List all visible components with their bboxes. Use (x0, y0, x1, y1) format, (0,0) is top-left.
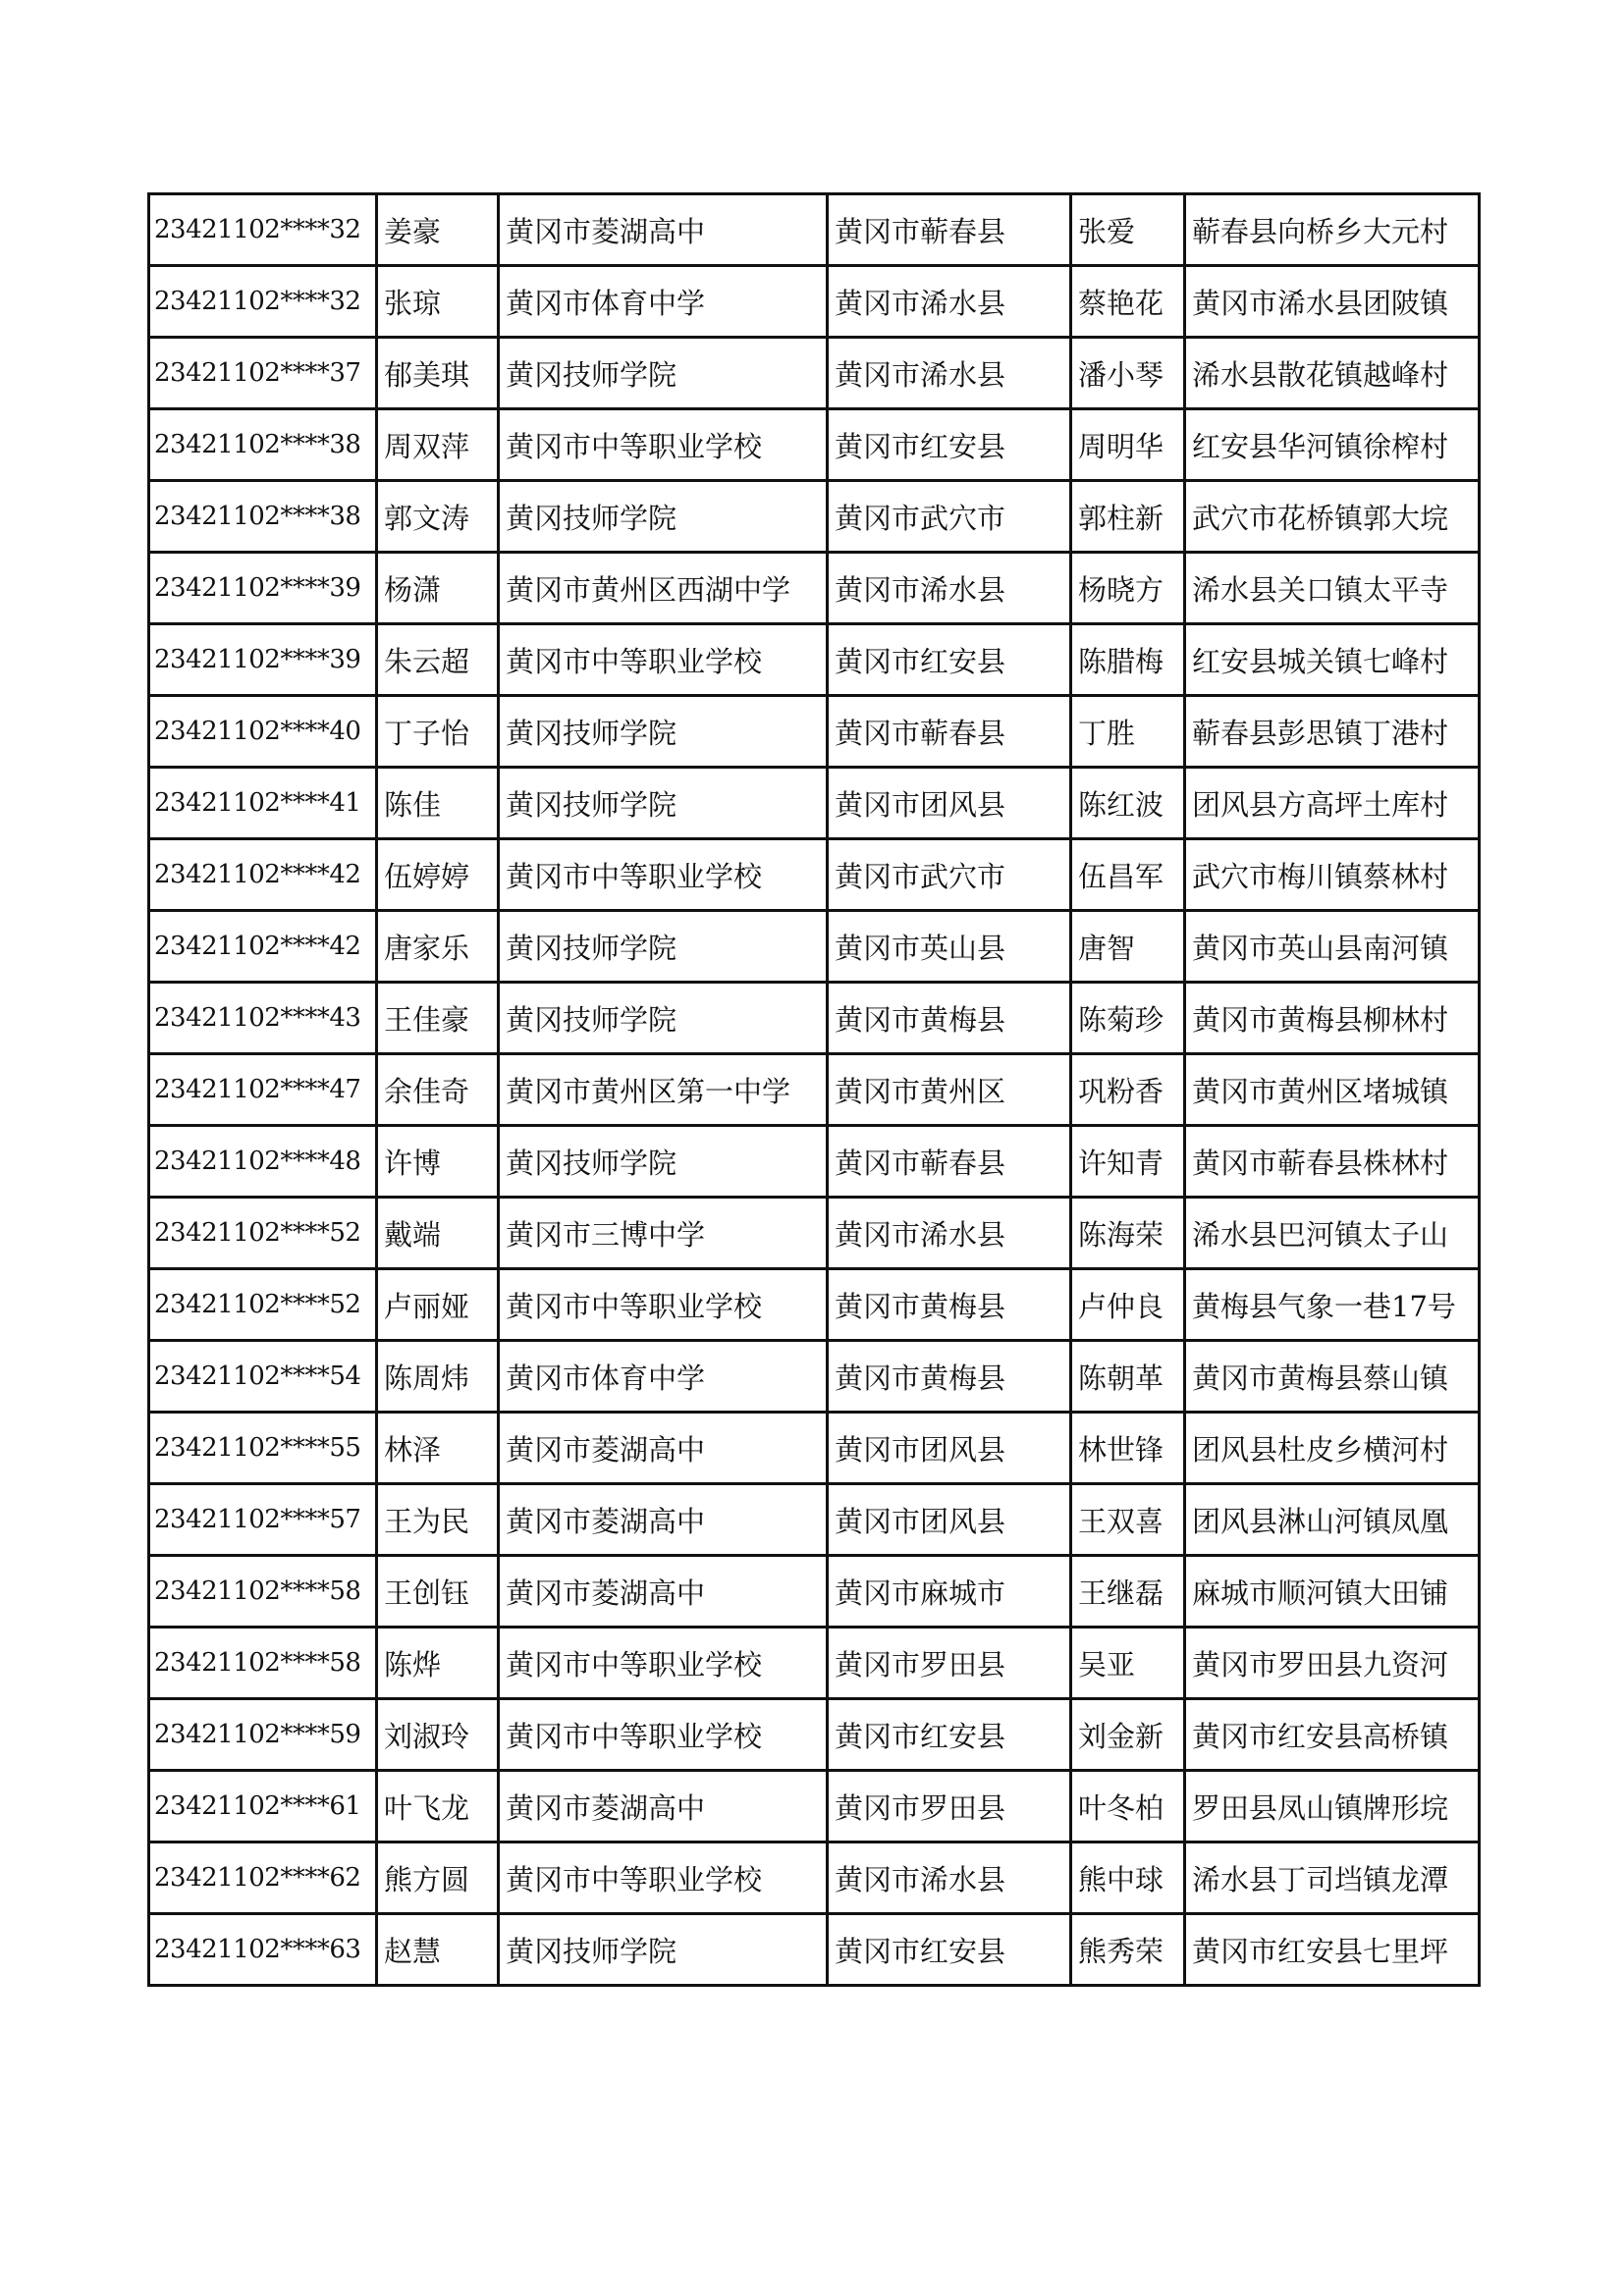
guardian-name-cell: 陈红波 (1071, 768, 1185, 839)
school-cell: 黄冈市黄州区西湖中学 (499, 553, 828, 624)
school-cell: 黄冈技师学院 (499, 983, 828, 1054)
address-cell: 黄冈市蕲春县株林村 (1185, 1126, 1480, 1198)
id-cell: 23421102****61 (149, 1771, 377, 1842)
table-row (149, 983, 1480, 1054)
id-cell: 23421102****47 (149, 1054, 377, 1126)
guardian-name-cell: 潘小琴 (1071, 338, 1185, 409)
table-row (149, 1054, 1480, 1126)
school-cell: 黄冈市菱湖高中 (499, 194, 828, 266)
region-cell: 黄冈市黄梅县 (828, 983, 1071, 1054)
id-cell: 23421102****52 (149, 1269, 377, 1341)
address-cell: 浠水县丁司垱镇龙潭 (1185, 1842, 1480, 1914)
student-name-cell: 姜豪 (377, 194, 499, 266)
student-name-cell: 伍婷婷 (377, 839, 499, 911)
student-name-cell: 周双萍 (377, 409, 499, 481)
address-cell: 团风县杜皮乡横河村 (1185, 1413, 1480, 1484)
guardian-name-cell: 唐智 (1071, 911, 1185, 983)
school-cell: 黄冈市菱湖高中 (499, 1413, 828, 1484)
table-row (149, 624, 1480, 696)
guardian-name-cell: 郭柱新 (1071, 481, 1185, 553)
school-cell: 黄冈技师学院 (499, 338, 828, 409)
table-row (149, 911, 1480, 983)
student-name-cell: 杨潇 (377, 553, 499, 624)
student-name-cell: 赵慧 (377, 1914, 499, 1986)
id-cell: 23421102****54 (149, 1341, 377, 1413)
school-cell: 黄冈市中等职业学校 (499, 1269, 828, 1341)
address-cell: 黄冈市罗田县九资河 (1185, 1628, 1480, 1699)
address-cell: 黄梅县气象一巷17号 (1185, 1269, 1480, 1341)
region-cell: 黄冈市蕲春县 (828, 696, 1071, 768)
id-cell: 23421102****37 (149, 338, 377, 409)
table-row (149, 1126, 1480, 1198)
region-cell: 黄冈市浠水县 (828, 553, 1071, 624)
table-row (149, 409, 1480, 481)
address-cell: 黄冈市黄梅县柳林村 (1185, 983, 1480, 1054)
id-cell: 23421102****38 (149, 409, 377, 481)
table-body (149, 194, 1480, 1986)
id-cell: 23421102****42 (149, 911, 377, 983)
table-row (149, 1914, 1480, 1986)
table-row (149, 1341, 1480, 1413)
address-cell: 浠水县巴河镇太子山 (1185, 1198, 1480, 1269)
table-row (149, 839, 1480, 911)
school-cell: 黄冈市中等职业学校 (499, 1842, 828, 1914)
school-cell: 黄冈市中等职业学校 (499, 1628, 828, 1699)
address-cell: 黄冈市英山县南河镇 (1185, 911, 1480, 983)
school-cell: 黄冈市中等职业学校 (499, 1699, 828, 1771)
id-cell: 23421102****58 (149, 1628, 377, 1699)
address-cell: 武穴市梅川镇蔡林村 (1185, 839, 1480, 911)
guardian-name-cell: 巩粉香 (1071, 1054, 1185, 1126)
region-cell: 黄冈市黄梅县 (828, 1269, 1071, 1341)
address-cell: 蕲春县彭思镇丁港村 (1185, 696, 1480, 768)
student-table (147, 192, 1481, 1987)
id-cell: 23421102****52 (149, 1198, 377, 1269)
id-cell: 23421102****39 (149, 553, 377, 624)
address-cell: 罗田县凤山镇牌形垸 (1185, 1771, 1480, 1842)
id-cell: 23421102****58 (149, 1556, 377, 1628)
region-cell: 黄冈市浠水县 (828, 338, 1071, 409)
region-cell: 黄冈市浠水县 (828, 1842, 1071, 1914)
address-cell: 红安县城关镇七峰村 (1185, 624, 1480, 696)
table-row (149, 1269, 1480, 1341)
table-row (149, 1484, 1480, 1556)
school-cell: 黄冈市菱湖高中 (499, 1556, 828, 1628)
table-row (149, 696, 1480, 768)
address-cell: 武穴市花桥镇郭大垸 (1185, 481, 1480, 553)
student-name-cell: 许博 (377, 1126, 499, 1198)
school-cell: 黄冈市中等职业学校 (499, 624, 828, 696)
student-name-cell: 王为民 (377, 1484, 499, 1556)
guardian-name-cell: 刘金新 (1071, 1699, 1185, 1771)
id-cell: 23421102****41 (149, 768, 377, 839)
school-cell: 黄冈技师学院 (499, 481, 828, 553)
id-cell: 23421102****55 (149, 1413, 377, 1484)
id-cell: 23421102****39 (149, 624, 377, 696)
school-cell: 黄冈技师学院 (499, 696, 828, 768)
table-row (149, 481, 1480, 553)
id-cell: 23421102****43 (149, 983, 377, 1054)
address-cell: 红安县华河镇徐榨村 (1185, 409, 1480, 481)
address-cell: 黄冈市红安县高桥镇 (1185, 1699, 1480, 1771)
region-cell: 黄冈市浠水县 (828, 266, 1071, 338)
id-cell: 23421102****32 (149, 266, 377, 338)
guardian-name-cell: 陈腊梅 (1071, 624, 1185, 696)
school-cell: 黄冈技师学院 (499, 1126, 828, 1198)
id-cell: 23421102****59 (149, 1699, 377, 1771)
region-cell: 黄冈市红安县 (828, 624, 1071, 696)
address-cell: 黄冈市红安县七里坪 (1185, 1914, 1480, 1986)
region-cell: 黄冈市蕲春县 (828, 1126, 1071, 1198)
school-cell: 黄冈市菱湖高中 (499, 1771, 828, 1842)
table-row (149, 266, 1480, 338)
region-cell: 黄冈市团风县 (828, 1413, 1071, 1484)
region-cell: 黄冈市红安县 (828, 1699, 1071, 1771)
guardian-name-cell: 林世锋 (1071, 1413, 1185, 1484)
guardian-name-cell: 蔡艳花 (1071, 266, 1185, 338)
id-cell: 23421102****38 (149, 481, 377, 553)
guardian-name-cell: 杨晓方 (1071, 553, 1185, 624)
student-name-cell: 丁子怡 (377, 696, 499, 768)
guardian-name-cell: 陈菊珍 (1071, 983, 1185, 1054)
id-cell: 23421102****40 (149, 696, 377, 768)
table-row (149, 1699, 1480, 1771)
guardian-name-cell: 丁胜 (1071, 696, 1185, 768)
table-row (149, 1413, 1480, 1484)
guardian-name-cell: 张爱 (1071, 194, 1185, 266)
id-cell: 23421102****42 (149, 839, 377, 911)
student-name-cell: 戴端 (377, 1198, 499, 1269)
student-name-cell: 王佳豪 (377, 983, 499, 1054)
school-cell: 黄冈市中等职业学校 (499, 409, 828, 481)
region-cell: 黄冈市罗田县 (828, 1771, 1071, 1842)
student-name-cell: 朱云超 (377, 624, 499, 696)
region-cell: 黄冈市团风县 (828, 1484, 1071, 1556)
address-cell: 团风县方高坪土库村 (1185, 768, 1480, 839)
school-cell: 黄冈市体育中学 (499, 1341, 828, 1413)
student-name-cell: 陈佳 (377, 768, 499, 839)
region-cell: 黄冈市红安县 (828, 1914, 1071, 1986)
id-cell: 23421102****63 (149, 1914, 377, 1986)
guardian-name-cell: 熊中球 (1071, 1842, 1185, 1914)
student-name-cell: 叶飞龙 (377, 1771, 499, 1842)
school-cell: 黄冈市菱湖高中 (499, 1484, 828, 1556)
student-name-cell: 熊方圆 (377, 1842, 499, 1914)
guardian-name-cell: 伍昌军 (1071, 839, 1185, 911)
region-cell: 黄冈市浠水县 (828, 1198, 1071, 1269)
student-name-cell: 唐家乐 (377, 911, 499, 983)
student-name-cell: 张琼 (377, 266, 499, 338)
school-cell: 黄冈市三博中学 (499, 1198, 828, 1269)
address-cell: 黄冈市黄梅县蔡山镇 (1185, 1341, 1480, 1413)
region-cell: 黄冈市蕲春县 (828, 194, 1071, 266)
id-cell: 23421102****32 (149, 194, 377, 266)
guardian-name-cell: 熊秀荣 (1071, 1914, 1185, 1986)
region-cell: 黄冈市红安县 (828, 409, 1071, 481)
id-cell: 23421102****48 (149, 1126, 377, 1198)
id-cell: 23421102****57 (149, 1484, 377, 1556)
table-row (149, 194, 1480, 266)
school-cell: 黄冈市黄州区第一中学 (499, 1054, 828, 1126)
student-name-cell: 余佳奇 (377, 1054, 499, 1126)
id-cell: 23421102****62 (149, 1842, 377, 1914)
table-row (149, 1198, 1480, 1269)
region-cell: 黄冈市英山县 (828, 911, 1071, 983)
address-cell: 团风县淋山河镇凤凰 (1185, 1484, 1480, 1556)
student-name-cell: 陈周炜 (377, 1341, 499, 1413)
table-row (149, 1771, 1480, 1842)
guardian-name-cell: 王双喜 (1071, 1484, 1185, 1556)
student-name-cell: 陈烨 (377, 1628, 499, 1699)
student-name-cell: 刘淑玲 (377, 1699, 499, 1771)
table-row (149, 1628, 1480, 1699)
guardian-name-cell: 吴亚 (1071, 1628, 1185, 1699)
region-cell: 黄冈市武穴市 (828, 481, 1071, 553)
student-name-cell: 郁美琪 (377, 338, 499, 409)
address-cell: 浠水县关口镇太平寺 (1185, 553, 1480, 624)
guardian-name-cell: 周明华 (1071, 409, 1185, 481)
guardian-name-cell: 陈朝革 (1071, 1341, 1185, 1413)
address-cell: 蕲春县向桥乡大元村 (1185, 194, 1480, 266)
region-cell: 黄冈市黄州区 (828, 1054, 1071, 1126)
table-row (149, 768, 1480, 839)
guardian-name-cell: 许知青 (1071, 1126, 1185, 1198)
region-cell: 黄冈市武穴市 (828, 839, 1071, 911)
school-cell: 黄冈市体育中学 (499, 266, 828, 338)
student-name-cell: 林泽 (377, 1413, 499, 1484)
address-cell: 麻城市顺河镇大田铺 (1185, 1556, 1480, 1628)
school-cell: 黄冈市中等职业学校 (499, 839, 828, 911)
table-row (149, 553, 1480, 624)
table-row (149, 338, 1480, 409)
address-cell: 黄冈市黄州区堵城镇 (1185, 1054, 1480, 1126)
school-cell: 黄冈技师学院 (499, 1914, 828, 1986)
table-row (149, 1842, 1480, 1914)
guardian-name-cell: 叶冬柏 (1071, 1771, 1185, 1842)
table-row (149, 1556, 1480, 1628)
address-cell: 黄冈市浠水县团陂镇 (1185, 266, 1480, 338)
region-cell: 黄冈市团风县 (828, 768, 1071, 839)
region-cell: 黄冈市罗田县 (828, 1628, 1071, 1699)
student-name-cell: 郭文涛 (377, 481, 499, 553)
student-name-cell: 王创钰 (377, 1556, 499, 1628)
school-cell: 黄冈技师学院 (499, 911, 828, 983)
school-cell: 黄冈技师学院 (499, 768, 828, 839)
guardian-name-cell: 陈海荣 (1071, 1198, 1185, 1269)
address-cell: 浠水县散花镇越峰村 (1185, 338, 1480, 409)
region-cell: 黄冈市麻城市 (828, 1556, 1071, 1628)
student-name-cell: 卢丽娅 (377, 1269, 499, 1341)
guardian-name-cell: 卢仲良 (1071, 1269, 1185, 1341)
region-cell: 黄冈市黄梅县 (828, 1341, 1071, 1413)
guardian-name-cell: 王继磊 (1071, 1556, 1185, 1628)
